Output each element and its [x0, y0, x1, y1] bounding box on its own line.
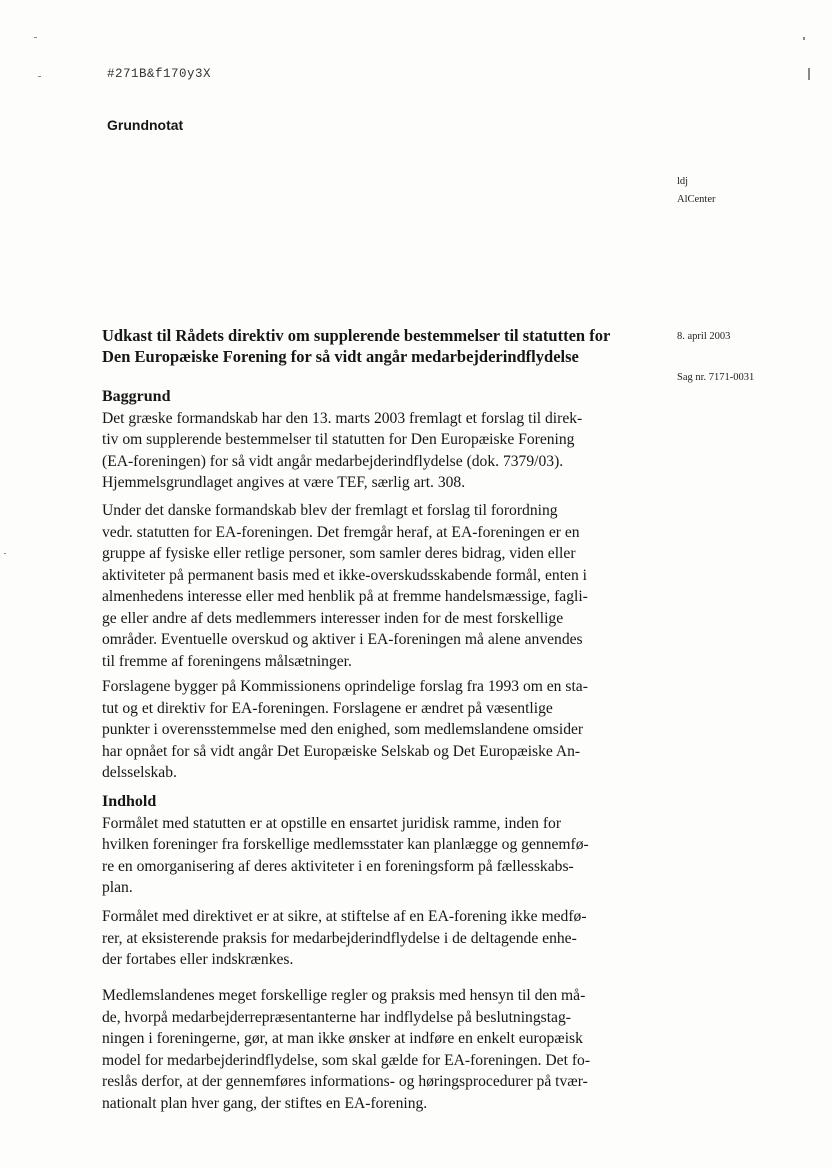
text-line: vedr. statutten for EA-foreningen. Det fremgår heraf, at EA-foreningen er en — [102, 523, 580, 541]
case-number: Sag nr. 7171-0031 — [677, 372, 755, 383]
title-line: Den Europæiske Forening for så vidt angår medarbejderindflydelse — [102, 347, 579, 366]
scan-speck — [4, 553, 6, 554]
section-heading-indhold: Indhold — [102, 793, 157, 810]
text-line: områder. Eventuelle overskud og aktiver i EA-foreningen må alene anvendes — [102, 631, 583, 648]
section-heading-baggrund: Baggrund — [102, 388, 171, 405]
text-line: re en omorganisering af deres aktiviteter i en foreningsform på fællesskabs- — [102, 857, 574, 875]
sender-unit: AlCenter — [677, 194, 716, 205]
section-baggrund-para3 — [102, 676, 614, 784]
section-indhold-para1 — [102, 791, 614, 899]
text-line: model for medarbejderindflydelse, som skal gælde for EA-foreningen. Det fo- — [102, 1051, 591, 1069]
text-line: delsselskab. — [102, 764, 177, 781]
text-line: ge eller andre af dets medlemmers interesser inden for de mest forskellige — [102, 609, 564, 627]
text-line: Medlemslandenes meget forskellige regler og praksis med hensyn til den må- — [102, 987, 586, 1004]
text-line: Under det danske formandskab blev der fremlagt et forslag til forordning — [102, 502, 558, 519]
document-title — [102, 325, 642, 367]
text-line: Forslagene bygger på Kommissionens oprindelige forslag fra 1993 om en sta- — [102, 678, 588, 695]
scan-speck — [34, 37, 37, 38]
text-line: almenhedens interesse eller med henblik på at fremme handelsmæssige, fagli- — [102, 588, 588, 605]
text-line: nationalt plan hver gang, der stiftes en EA-forening. — [102, 1094, 428, 1112]
text-line: Formålet med direktivet er at sikre, at stiftelse af en EA-forening ikke medfø- — [102, 908, 587, 925]
scan-speck — [38, 76, 41, 77]
text-line: Hjemmelsgrundlaget angives at være TEF, særlig art. 308. — [102, 474, 466, 491]
section-indhold-para3 — [102, 985, 614, 1114]
text-line: tiv om supplerende bestemmelser til statutten for Den Europæiske Forening — [102, 431, 575, 448]
text-line: Det græske formandskab har den 13. marts 2003 fremlagt et forslag til direk- — [102, 409, 583, 427]
scan-speck — [808, 68, 810, 80]
section-baggrund-para1 — [102, 386, 614, 494]
document-id: #271B&f170y3X — [107, 67, 212, 81]
text-line: til fremme af foreningens målsætninger. — [102, 652, 352, 670]
document-date: 8. april 2003 — [677, 331, 731, 342]
text-line: gruppe af fysiske eller retlige personer, som samler deres bidrag, viden eller — [102, 545, 576, 562]
text-line: de, hvorpå medarbejderrepræsentanterne har indflydelse på beslutningstag- — [102, 1008, 571, 1026]
document-type: Grundnotat — [107, 117, 184, 133]
text-line: har opnået for så vidt angår Det Europæiske Selskab og Det Europæiske An- — [102, 742, 581, 760]
text-line: hvilken foreninger fra forskellige medlemsstater kan planlægge og gennemfø- — [102, 836, 589, 853]
text-line: tut og et direktiv for EA-foreningen. Forslagene er ændret på væsentlige — [102, 699, 553, 717]
text-line: Formålet med statutten er at opstille en ensartet juridisk ramme, inden for — [102, 814, 562, 832]
title-line: Udkast til Rådets direktiv om supplerende bestemmelser til statutten for — [102, 326, 611, 345]
text-line: plan. — [102, 879, 133, 896]
text-line: aktiviteter på permanent basis med et ikke-overskudsskabende formål, enten i — [102, 566, 587, 584]
sender-initials: ldj — [677, 176, 689, 187]
text-line: (EA-foreningen) for så vidt angår medarbejderindflydelse (dok. 7379/03). — [102, 452, 564, 470]
text-line: punkter i overensstemmelse med den enighed, som medlemslandene omsider — [102, 721, 584, 738]
text-line: reslås derfor, at der gennemføres informations- og høringsprocedurer på tvær- — [102, 1073, 588, 1090]
scan-speck — [803, 37, 805, 40]
text-line: der fortabes eller indskrænkes. — [102, 951, 294, 968]
section-baggrund-para2 — [102, 500, 614, 672]
section-indhold-para2 — [102, 906, 614, 971]
text-line: rer, at eksisterende praksis for medarbejderindflydelse i de deltagende enhe- — [102, 929, 577, 947]
text-line: ningen i foreningerne, gør, at man ikke ønsker at indføre en enkelt europæisk — [102, 1030, 583, 1047]
